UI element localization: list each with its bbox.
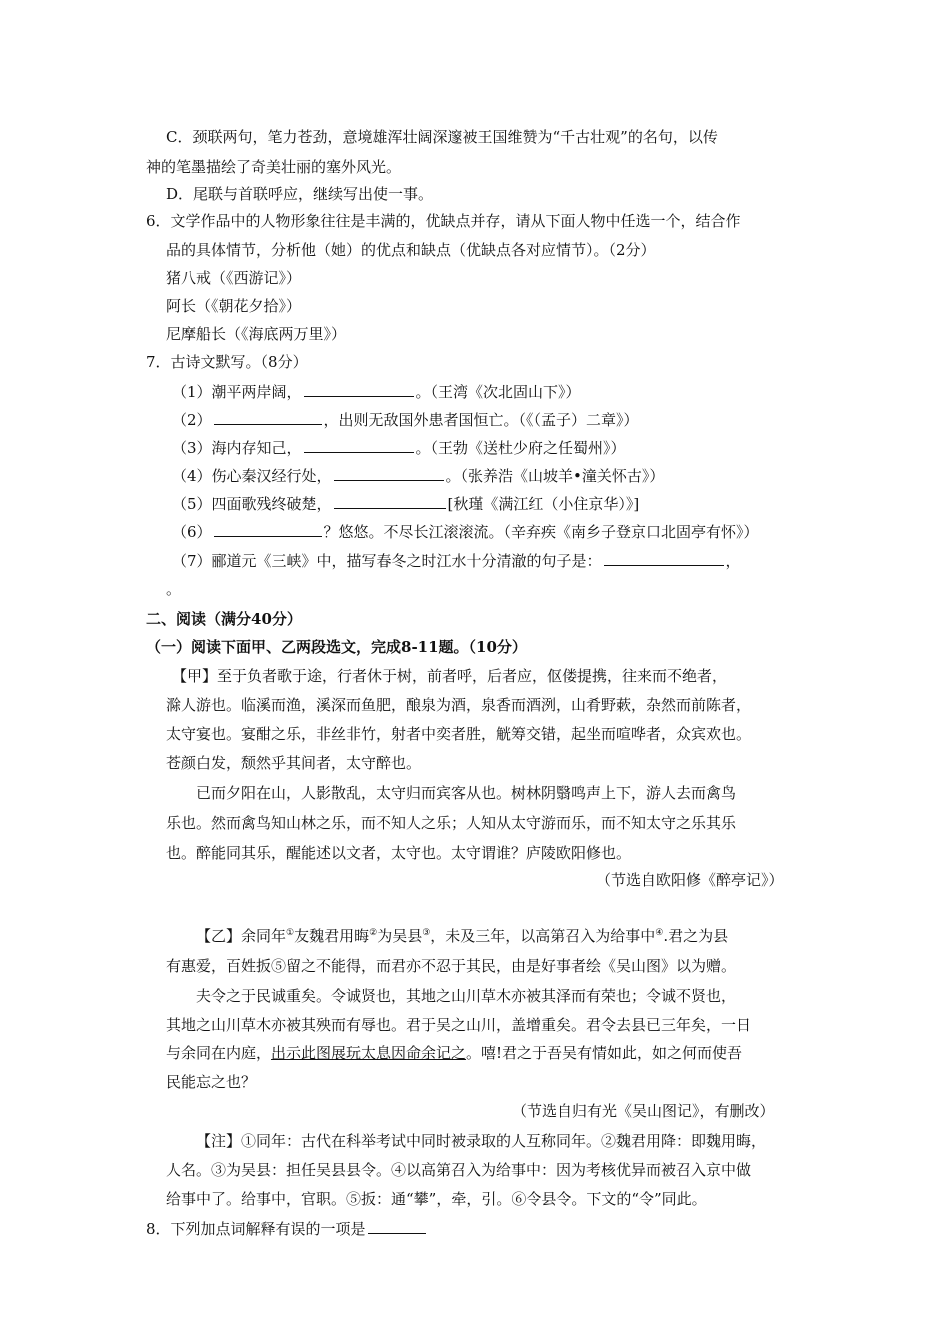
yi-note-ref-1: ① [286,928,295,938]
yi-text-4: ，未及三年，以高第召入为给事中 [430,927,656,945]
jia-p1-line1: 【甲】至于负者歌于途，行者休于树，前者呼，后者应，伛偻提携，往来而不绝者， [172,667,728,685]
q7-item-7-prefix: （7）郦道元《三峡》中，描写春冬之时江水十分清澈的句子是： [172,552,602,570]
yi-note-ref-4: ④ [655,928,664,938]
section-2-sub-1: （一）阅读下面甲、乙两段选文，完成8-11题。（10分） [146,638,527,656]
q7-item-5-suffix: [秋瑾《满江红（小住京华）》] [447,495,640,513]
q7-item-1-prefix: （1）潮平两岸阔， [172,383,302,401]
q7-item-2 [172,409,639,431]
q6-option-1: 猪八戒（《西游记》） [166,269,302,287]
yi-source: （节选自归有光《吴山图记》，有删改） [512,1102,775,1120]
notes-line2: 人名。③为吴县：担任吴县县令。④以高第召入为给事中：因为考核优异而被召入京中做 [166,1161,752,1179]
q7-item-3 [172,437,626,459]
q6-option-2: 阿长（《朝花夕拾》） [166,297,302,315]
q7-item-1 [172,381,581,403]
yi-p1-line2: 有惠爱，百姓扳⑤留之不能得，而君亦不忍于其民，由是好事者绘《吴山图》以为赠。 [166,957,737,975]
q7-item-5 [172,493,639,515]
jia-source: （节选自欧阳修《醉亭记》） [596,871,784,889]
q7-item-3-prefix: （3）海内存知己， [172,439,302,457]
q7-blank-1[interactable] [304,381,414,397]
q7-item-6 [172,521,759,543]
yi-p2-line3-start: 与余同在内庭， [166,1044,272,1062]
q7-item-7-comma: ， [725,552,741,570]
notes-line1: 【注】①同年：古代在科举考试中同时被录取的人互称同年。②魏君用降：即魏用晦， [196,1132,767,1150]
q7-item-6-prefix: （6） [172,523,212,541]
q7-item-4-suffix: 。（张养浩《山坡羊•潼关怀古》） [445,467,665,485]
q5-option-c-line1: C．颈联两句，笔力苍劲，意境雄浑壮阔深邃被王国维赞为“千古壮观”的名句，以传 [166,128,718,146]
yi-note-ref-2: ② [369,928,378,938]
yi-text-2: 友魏君用晦 [294,927,370,945]
yi-underlined-sentence: 出示此图展玩太息因命余记之 [271,1044,467,1062]
q7-item-4 [172,465,664,487]
yi-p2-line4: 民能忘之也？ [166,1073,257,1091]
yi-p2-line2: 其地之山川草木亦被其殃而有辱也。君于吴之山川，盖增重矣。君令去县已三年矣，一日 [166,1016,752,1034]
q8-stem-line [146,1218,428,1240]
q7-item-1-suffix: 。（王湾《次北固山下》） [415,383,581,401]
q7-item-2-suffix: ，出则无敌国外患者国恒亡。（《（孟子）二章》） [323,411,639,429]
section-2-title: 二、阅读（满分40分） [146,610,302,628]
q5-option-c-line2: 神的笔墨描绘了奇美壮丽的塞外风光。 [146,158,402,176]
q7-item-4-prefix: （4）伤心秦汉经行处， [172,467,332,485]
jia-p1-line4: 苍颜白发，颓然乎其间者，太守醉也。 [166,754,422,772]
jia-p1-line2: 滁人游也。临溪而渔，溪深而鱼肥，酿泉为酒，泉香而酒洌，山肴野蔌，杂然而前陈者， [166,696,752,714]
q7-item-2-prefix: （2） [172,411,212,429]
yi-note-ref-3: ③ [422,928,431,938]
yi-p2-line3 [166,1043,742,1065]
yi-p1-line1 [196,926,728,948]
q8-stem: 8．下列加点词解释有误的一项是 [146,1220,366,1238]
q7-item-6-suffix: ？悠悠。不尽长江滚滚流。（辛弃疾《南乡子登京口北固亭有怀》） [323,523,759,541]
q5-option-d: D．尾联与首联呼应，继续写出使一事。 [166,185,434,203]
q7-blank-4[interactable] [334,465,444,481]
q7-item-3-suffix: 。（王勃《送杜少府之任蜀州》） [415,439,626,457]
q7-item-7 [172,550,741,572]
yi-p2-line3-end: 。嘻!君之于吾吴有情如此，如之何而使吾 [466,1044,743,1062]
q7-blank-3[interactable] [304,437,414,453]
yi-text-3: 为吴县 [377,927,423,945]
q6-stem-line1: 6．文学作品中的人物形象往往是丰满的，优缺点并存，请从下面人物中任选一个，结合作 [146,212,741,230]
yi-p2-line1: 夫令之于民诚重矣。令诚贤也，其地之山川草木亦被其泽而有荣也；令诚不贤也， [196,987,737,1005]
jia-p2-line3: 也。醉能同其乐，醒能述以文者，太守也。太守谓谁？庐陵欧阳修也。 [166,844,632,862]
q7-item-5-prefix: （5）四面歌残终破楚， [172,495,332,513]
jia-p2-line2: 乐也。然而禽鸟知山林之乐，而不知人之乐；人知从太守游而乐，而不知太守之乐其乐 [166,814,737,832]
yi-text-5: .君之为县 [663,927,729,945]
q7-blank-5[interactable] [334,493,446,509]
q7-blank-7[interactable] [604,550,724,566]
q7-blank-6[interactable] [214,521,322,537]
q7-stem: 7．古诗文默写。（8分） [146,353,308,371]
q7-blank-2[interactable] [214,409,322,425]
jia-p2-line1: 已而夕阳在山，人影散乱，太守归而宾客从也。树林阴翳鸣声上下，游人去而禽鸟 [196,784,737,802]
q6-stem-line2: 品的具体情节，分析他（她）的优点和缺点（优缺点各对应情节）。（2分） [166,241,656,259]
q8-answer-blank[interactable] [368,1218,426,1234]
q6-option-3: 尼摩船长（《海底两万里》） [166,325,347,343]
notes-line3: 给事中了。给事中，官职。⑤扳：通“攀”，牵，引。⑥令县令。下文的“令”同此。 [166,1190,707,1208]
q7-item-7-end: 。 [166,580,182,598]
yi-text-1: 【乙】余同年 [196,927,287,945]
jia-p1-line3: 太守宴也。宴酣之乐，非丝非竹，射者中奕者胜，觥筹交错，起坐而喧哗者，众宾欢也。 [166,725,752,743]
